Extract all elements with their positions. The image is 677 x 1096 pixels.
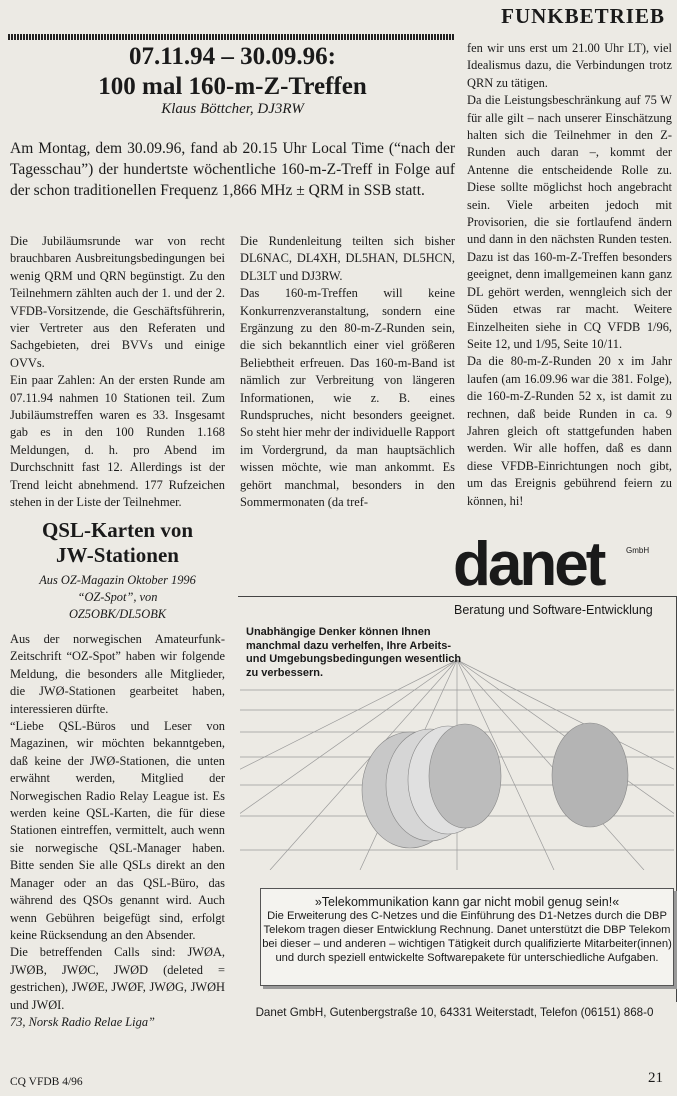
article-date-line: 07.11.94 – 30.09.96: [129,43,336,70]
danet-logo: danet [453,530,604,599]
paragraph: Da die Leistungsbeschränkung auf 75 W für alle gilt – nach unserer Einschätzung halten sich die Teilnehmer in den Z-Runden auch daran –, kommt der Antenne die entscheidende Rolle zu. Diese sollte möglichst hoch angebracht sein. Viele arbeiten jedoch mit Provisorien, die sie fortlaufend ändern und dann in den nächsten Runden testen. Dazu ist das 160-m-Z-Treffen besonders geeignet, denn imallgemeinen kann ganz DL gehört werden, wenngleich sich der Süden etwas rar macht. Weitere Einzelheiten siehe in CQ VFDB 1/96, Seite 12, und 1/95, Seite 10/11. [467,93,672,351]
issue-label: CQ VFDB 4/96 [10,1076,83,1088]
ad-tagline: Beratung und Software-Entwicklung [454,603,653,617]
ad-claim: Unabhängige Denker können Ihnen manchmal dazu verhelfen, Ihre Arbeits- und Umgebungsbedingungen wesentlich zu verbessern. [246,626,462,679]
qsl-article-title [10,518,225,568]
article-lead: Am Montag, dem 30.09.96, fand ab 20.15 Uhr Local Time (“nach der Tagesschau”) der hundertste wöchentliche 160-m-Z-Treff in Folge auf der schon traditionellen Frequenz 1,866 MHz ± QRM in SSB statt. [10,140,455,199]
column-1 [10,233,225,512]
source-line: “OZ-Spot”, von [77,590,158,604]
qsl-article-source [10,572,225,623]
paragraph: fen wir uns erst um 21.00 Uhr LT), viel Idealismus dazu, die Verbindungen trotz QRN zu tätigen. [467,41,672,90]
column-2 [240,233,455,512]
paragraph: Da die 80-m-Z-Runden 20 x im Jahr laufen (am 16.09.96 war die 381. Folge), die 160-m-Z-Runden 52 x, ist damit zu rechnen, daß beide Runden in ca. 9 Jahren gleich oft stattgefunden haben werden. Wir alle hoffen, daß es dann diese VFDB-Einrichtungen noch gibt, um das Ereignis gebührend feiern zu können, hi! [467,354,672,508]
section-heading: FUNKBETRIEB [501,4,665,28]
paragraph: Die Jubiläumsrunde war von recht brauchbaren Ausbreitungsbedingungen bei wenig QRM und QRN begünstigt. Zu den Teilnehmern zählten auch der 1. und der 2. VFDB-Vorsitzende, die Geschäftsführerin, vier Vertreter aus den Referaten und Sachgebieten, drei BVVs und einige OVVs. [10,234,225,370]
column-3 [467,40,672,510]
header-rule [8,34,455,40]
paragraph: Aus der norwegischen Amateurfunk-Zeitschrift “OZ-Spot” haben wir folgende Meldung, die besonders alle Mitglieder, die JWØ-Stationen gearbeitet haben, interessieren dürfte. [10,632,225,716]
title-line: JW-Stationen [56,543,179,567]
paragraph: Die betreffenden Calls sind: JWØA, JWØB, JWØC, JWØD (deleted = gestrichen), JWØE, JWØF, JWØG, JWØH und JWØI. [10,945,225,1012]
ad-address: Danet GmbH, Gutenbergstraße 10, 64331 Weiterstadt, Telefon (06151) 868-0 [255,1006,654,1019]
ad-text-box [260,888,674,986]
article-title: 100 mal 160-m-Z-Treffen [98,73,367,100]
page-number: 21 [648,1070,663,1086]
paragraph: Das 160-m-Treffen will keine Konkurrenzveranstaltung, sondern eine Ergänzung zu den 80-m-Z-Runden sein, die sich bekanntlich einer viel größeren Beliebtheit erfreuen. Das 160-m-Band ist nämlich zur Verbreitung von längeren Informationen, wie z. B. eines Rundspruches, nicht besonders geeignet. So steht hier mehr der individuelle Rapport im Vordergrund, da man hauptsächlich wissen möchte, wie man ankommt. Es gehört manchmal, besonders in den Sommermonaten (da tref- [240,286,455,510]
title-line: QSL-Karten von [41,518,194,542]
qsl-article-body [10,631,225,1031]
article-author: Klaus Böttcher, DJ3RW [161,101,304,117]
paragraph: Ein paar Zahlen: An der ersten Runde am 07.11.94 nahmen 10 Stationen teil. Zum Jubiläumstreffen waren es 33. Insgesamt gab es in den 100 Runden 1.168 Meldungen, d. h. pro Abend im Durchschnitt fast 12. Allerdings ist der Trend leicht abnehmend. 177 Rufzeichen stehen in der Liste der Teilnehmer. [10,373,225,510]
paragraph: Die Rundenleitung teilten sich bisher DL6NAC, DL4XH, DL5HAN, DL5HCN, DL3LT und DJ3RW. [240,234,455,283]
source-line: OZ5OBK/DL5OBK [68,607,167,621]
source-line: Aus OZ-Magazin Oktober 1996 [39,573,196,587]
logo-suffix: GmbH [626,546,650,555]
paragraph: “Liebe QSL-Büros und Leser von Magazinen, wir möchten bekanntgeben, daß keine der JWØ-Stationen, die unten erwähnt werden, Mitglied der Norwegischen Radio Relay League ist. Es werden keine QSL-Karten, die für diese Stationen eintreffen, vermittelt, auch wenn sie norwegische QSL-Manager haben. Bitte senden Sie alle QSLs direkt an den Manager oder an das QSL-Büro, das während des QSOs genannt wird. Auch wenn Gebühren beigefügt sind, erfolgt keine Rücksendung an den Absender. [10,719,225,942]
ad-box-text: Die Erweiterung des C-Netzes und die Einführung des D1-Netzes durch die DBP Telekom tragen dieser Entwicklung Rechnung. Danet unterstützt die DBP Telekom bei dieser – und anderen – wichtigen Tätigkeit durch qualifizierte Mitarbeiter(innen) und durch speziell entwickelte Softwarepakete für unterschiedliche Aufgaben. [262,910,672,964]
ad-box-headline: »Telekommunikation kann gar nicht mobil genug sein!« [314,895,620,909]
signature: 73, Norsk Radio Relae Liga” [10,1014,155,1029]
